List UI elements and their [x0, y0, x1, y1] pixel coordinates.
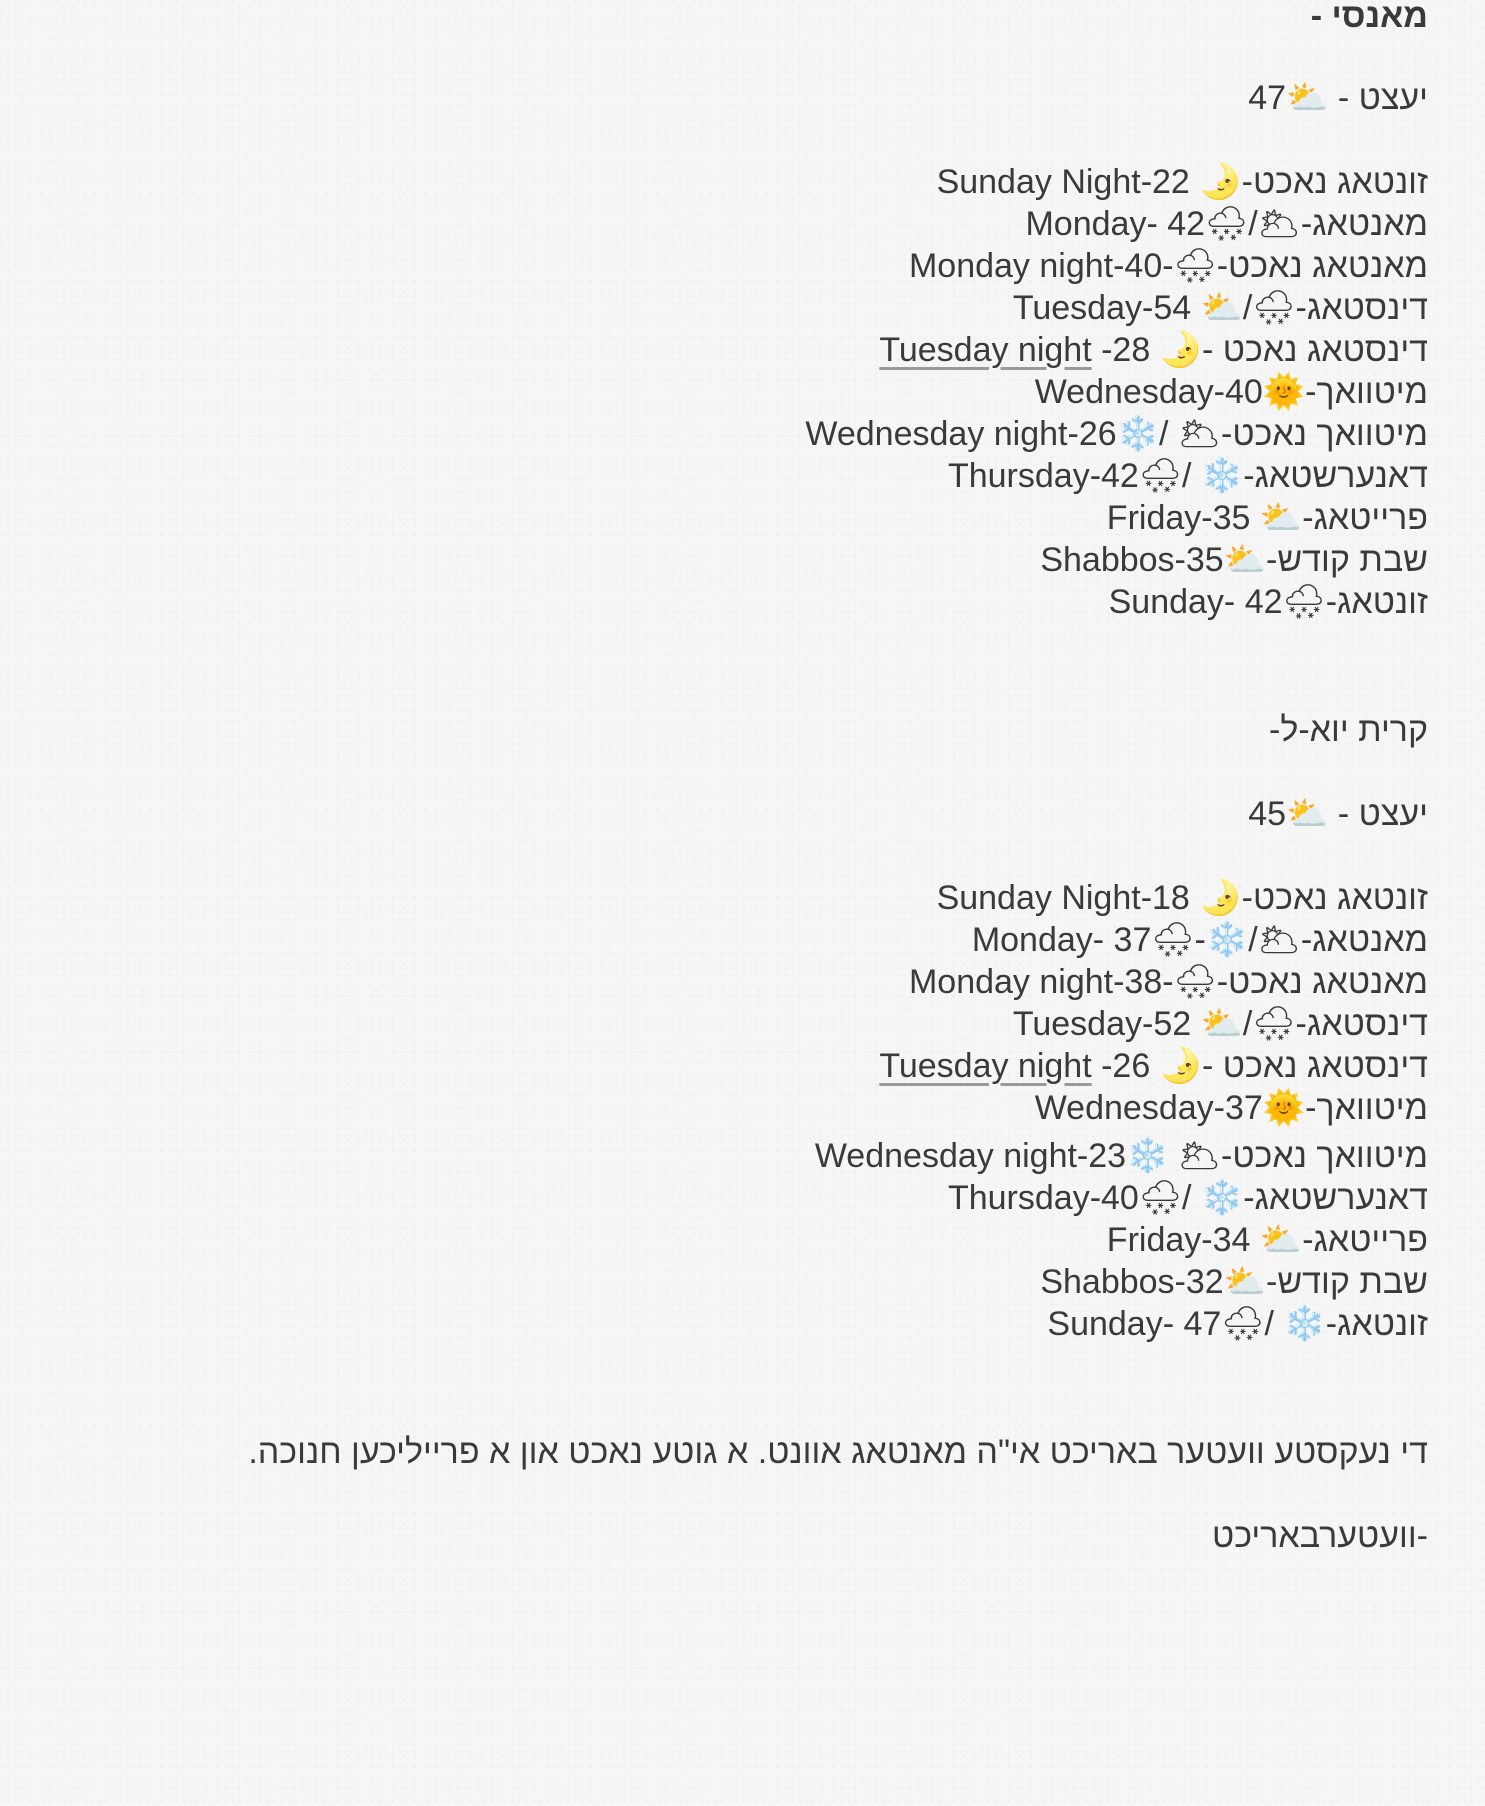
now-value: 47⛅: [1248, 79, 1329, 117]
section-1-now: [1248, 78, 1428, 118]
forecast-row: מיטוואך-Wednesday-37🌞: [1034, 1089, 1428, 1127]
tuesday-night-link[interactable]: Tuesday night: [879, 1047, 1092, 1085]
forecast-row: מאנטאג-Monday- 37🌨-❄️/🌥: [971, 921, 1428, 959]
forecast-row: שבת קודש-Shabbos-32⛅: [1040, 1263, 1428, 1301]
forecast-row: מאנטאג-Monday- 42🌨/🌥: [1025, 205, 1428, 243]
forecast-row: זונטאג נאכט-Sunday Night-18 🌛: [936, 879, 1428, 917]
forecast-row: פרייטאג-Friday-35 ⛅: [1106, 499, 1428, 537]
forecast-row: שבת קודש-Shabbos-35⛅: [1040, 541, 1428, 579]
forecast-row: מיטוואך נאכט-Wednesday night-26❄️/ 🌥: [805, 415, 1428, 453]
forecast-row: מיטוואך נאכט-Wednesday night-23❄️ 🌥: [814, 1137, 1428, 1175]
forecast-row: מאנטאג נאכט-Monday night-38-🌨: [908, 963, 1428, 1001]
forecast-row: מיטוואך-Wednesday-40🌞: [1034, 373, 1428, 411]
forecast-row: זונטאג-Sunday- 47🌨/ ❄️: [1047, 1305, 1428, 1343]
now-label: יעצט -: [1337, 795, 1428, 833]
section-2-now: [1248, 794, 1428, 834]
now-label: יעצט -: [1337, 79, 1428, 117]
forecast-row: מאנטאג נאכט-Monday night-40-🌨: [908, 247, 1428, 285]
footer-note: די נעקסטע וועטער באריכט אי"ה מאנטאג אוונט. א גוטע נאכט און א פרייליכען חנוכה.: [248, 1433, 1428, 1471]
forecast-row: דאנערשטאג-Thursday-42🌨/ ❄️: [947, 457, 1428, 495]
tuesday-night-link[interactable]: Tuesday night: [879, 331, 1092, 369]
forecast-row: דינסטאג נאכט -Tuesday night -28 🌛: [879, 331, 1428, 369]
section-2-city: קרית יוא-ל-: [1269, 711, 1428, 749]
now-value: 45⛅: [1248, 795, 1329, 833]
forecast-row: זונטאג-Sunday- 42🌨: [1108, 583, 1428, 621]
partly-sunny-icon: ⛅: [1286, 79, 1329, 117]
forecast-row: זונטאג נאכט-Sunday Night-22 🌛: [936, 163, 1428, 201]
signature: -וועטערבאריכט: [1212, 1517, 1428, 1555]
forecast-row: דינסטאג-Tuesday-54 ⛅/🌨: [1012, 289, 1428, 327]
forecast-row: דינסטאג נאכט -Tuesday night -26 🌛: [879, 1047, 1428, 1085]
section-1-city: מאנסי -: [1310, 0, 1428, 35]
forecast-row: דאנערשטאג-Thursday-40🌨/ ❄️: [947, 1179, 1428, 1217]
forecast-row: פרייטאג-Friday-34 ⛅: [1106, 1221, 1428, 1259]
forecast-row: דינסטאג-Tuesday-52 ⛅/🌨: [1012, 1005, 1428, 1043]
partly-sunny-icon: ⛅: [1286, 795, 1329, 833]
